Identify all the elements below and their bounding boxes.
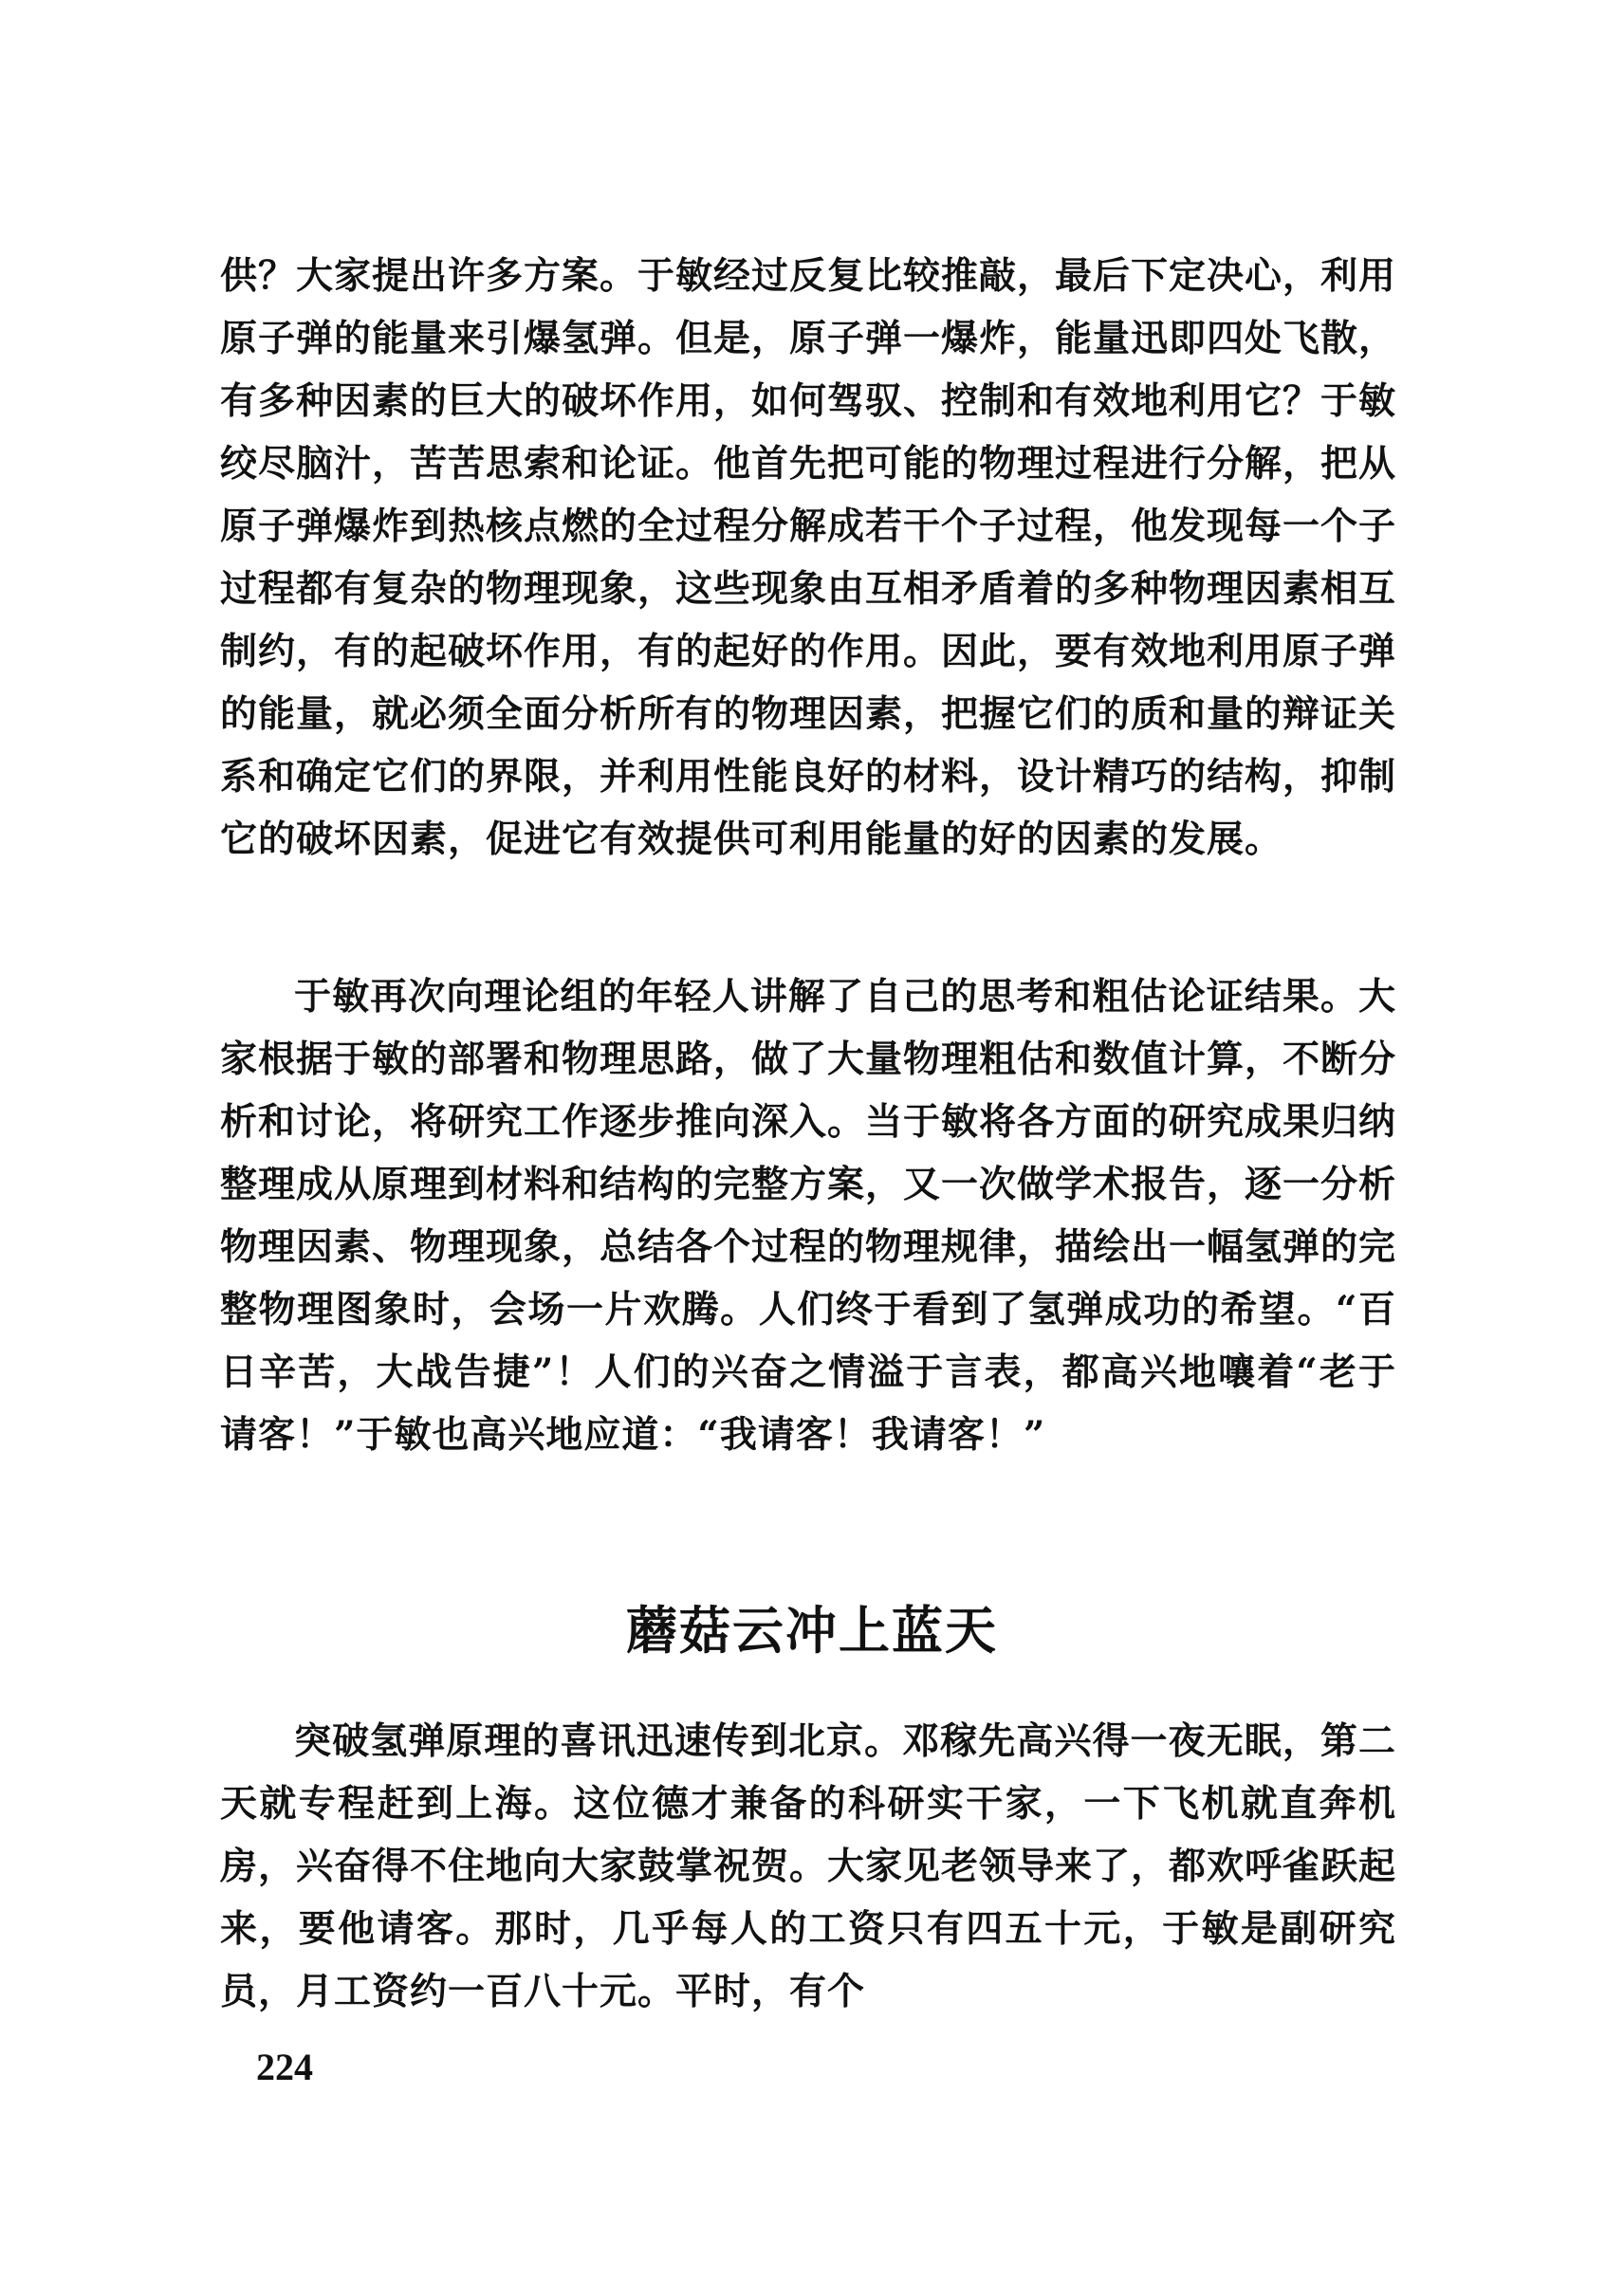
section-heading: 蘑菇云冲上蓝天: [626, 1601, 998, 1661]
paragraph-text: 于敏再次向理论组的年轻人讲解了自己的思考和粗估论证结果。大家根据于敏的部署和物理思路，做了大量物理粗估和数值计算，不断分析和讨论，将研究工作逐步推向深入。当于敏将各方面的研究成果归纳整理成从原理到材料和结构的完整方案，又一次做学术报告，逐一分析物理因素、物理现象，总结各个过程的物理规律，描绘出一幅氢弹的完整物理图象时，会场一片欢腾。人们终于看到了氢弹成功的希望。“百日辛苦，大战告捷”！人们的兴奋之情溢于言表，都高兴地嚷着“老于请客！”于敏也高兴地应道：“我请客！我请客！”: [220, 975, 1397, 1457]
paragraph-continuation: [220, 245, 1396, 871]
paragraph-text: 突破氢弹原理的喜讯迅速传到北京。邓稼先高兴得一夜无眠，第二天就专程赶到上海。这位德才兼备的科研实干家，一下飞机就直奔机房，兴奋得不住地向大家鼓掌祝贺。大家见老领导来了，都欢呼雀跃起来，要他请客。那时，几乎每人的工资只有四五十元，于敏是副研究员，月工资约一百八十元。平时，有个: [220, 1719, 1397, 2013]
page-number: 224: [256, 2046, 313, 2088]
paragraph-news: [220, 1710, 1396, 2023]
paragraph-text: 供？大家提出许多方案。于敏经过反复比较推敲，最后下定决心，利用原子弹的能量来引爆氢弹。但是，原子弹一爆炸，能量迅即四处飞散，有多种因素的巨大的破坏作用，如何驾驭、控制和有效地利用它？于敏绞尽脑汁，苦苦思索和论证。他首先把可能的物理过程进行分解，把从原子弹爆炸到热核点燃的全过程分解成若干个子过程，他发现每一个子过程都有复杂的物理现象，这些现象由互相矛盾着的多种物理因素相互制约，有的起破坏作用，有的起好的作用。因此，要有效地利用原子弹的能量，就必须全面分析所有的物理因素，把握它们的质和量的辩证关系和确定它们的界限，并利用性能良好的材料，设计精巧的结构，抑制它的破坏因素，促进它有效提供可利用能量的好的因素的发展。: [220, 254, 1397, 861]
paragraph-report: [220, 965, 1396, 1466]
